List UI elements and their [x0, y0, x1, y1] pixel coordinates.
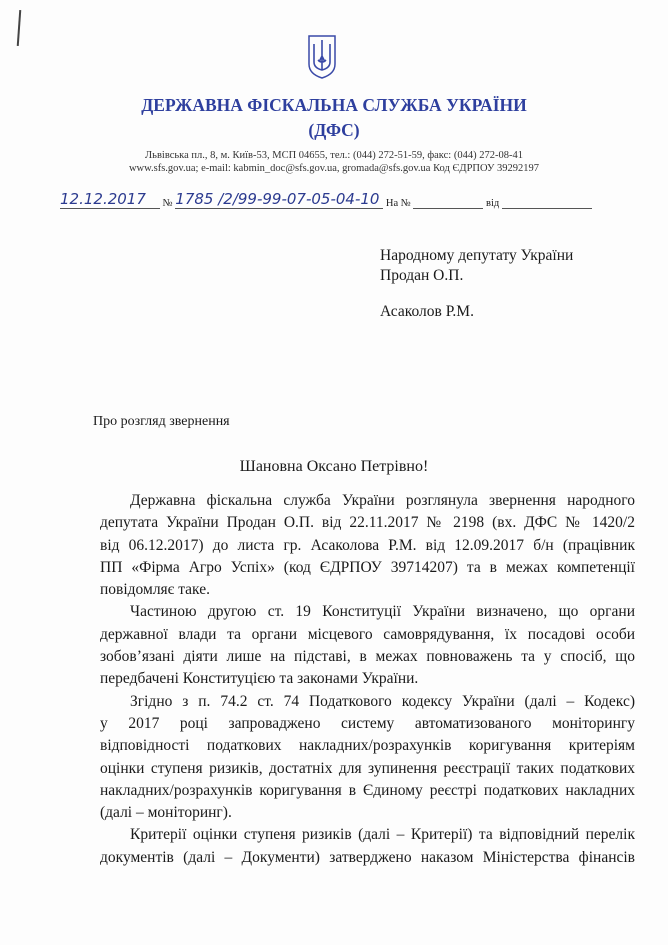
registration-date: 12.12.2017 — [60, 190, 160, 209]
recipient-name-2: Асаколов Р.М. — [380, 303, 474, 320]
trident-emblem-icon — [306, 34, 338, 80]
org-address: Львівська пл., 8, м. Київ-53, МСП 04655, тел.: (044) 272-51-59, факс: (044) 272-08-41 — [145, 150, 523, 161]
body-line: ПП «Фірма Агро Успіх» (код ЄДРПОУ 39714207) та в межах компетенції — [100, 558, 635, 576]
org-name: ДЕРЖАВНА ФІСКАЛЬНА СЛУЖБА УКРАЇНИ — [141, 95, 527, 115]
body-line: (далі – моніторинг). — [100, 804, 232, 822]
body-line: депутата України Продан О.П. від 22.11.2017 № 2198 (вх. ДФС № 1420/2 — [100, 514, 635, 532]
from-field — [502, 194, 592, 209]
letter-body — [100, 490, 635, 869]
recipient-title: Народному депутату України — [380, 247, 574, 264]
body-line: документів (далі – Документи) затверджено наказом Міністерства фінансів — [100, 848, 635, 866]
subject: Про розгляд звернення — [93, 414, 230, 429]
reply-to-field — [413, 194, 483, 209]
body-line: накладних/розрахунків коригування в Єдиному реєстрі податкових накладних — [100, 781, 635, 799]
reply-to-label: На № — [385, 198, 411, 209]
number-label: № — [162, 198, 173, 209]
org-abbr: (ДФС) — [308, 120, 360, 140]
body-line: Згідно з п. 74.2 ст. 74 Податкового кодексу України (далі – Кодекс) — [130, 692, 635, 710]
body-line: Частиною другою ст. 19 Конституції України визначено, що органи — [130, 603, 635, 621]
body-line: Державна фіскальна служба України розглянула звернення народного — [130, 492, 635, 509]
pen-mark — [17, 10, 22, 46]
greeting: Шановна Оксано Петрівно! — [239, 458, 429, 475]
body-line: передбачені Конституцією та законами України. — [100, 670, 419, 688]
registration-line — [60, 190, 620, 212]
org-contacts: www.sfs.gov.ua; e-mail: kabmin_doc@sfs.gov.ua, gromada@sfs.gov.ua Код ЄДРПОУ 39292197 — [128, 163, 540, 174]
body-line: державної влади та органи місцевого самоврядування, їх посадові особи — [100, 625, 635, 643]
body-line: відповідності податкових накладних/розрахунків коригування критеріям — [100, 737, 635, 755]
registration-number: 1785 /2/99-99-07-05-04-10 — [175, 190, 383, 209]
body-line: зобов’язані діяти лише на підставі, в межах повноважень та у спосіб, що — [100, 648, 635, 666]
body-line: оцінки ступеня ризиків, достатніх для зупинення реєстрації таких податкових — [100, 759, 635, 777]
body-line: повідомляє таке. — [100, 581, 210, 599]
recipient-name: Продан О.П. — [380, 267, 464, 284]
body-line: Критерії оцінки ступеня ризиків (далі – Критерії) та відповідний перелік — [130, 826, 635, 844]
body-line: у 2017 році запроваджено систему автоматизованого моніторингу — [100, 714, 635, 732]
body-line: від 06.12.2017) до листа гр. Асаколова Р.М. від 12.09.2017 б/н (працівник — [100, 536, 635, 554]
from-label: від — [486, 198, 500, 209]
